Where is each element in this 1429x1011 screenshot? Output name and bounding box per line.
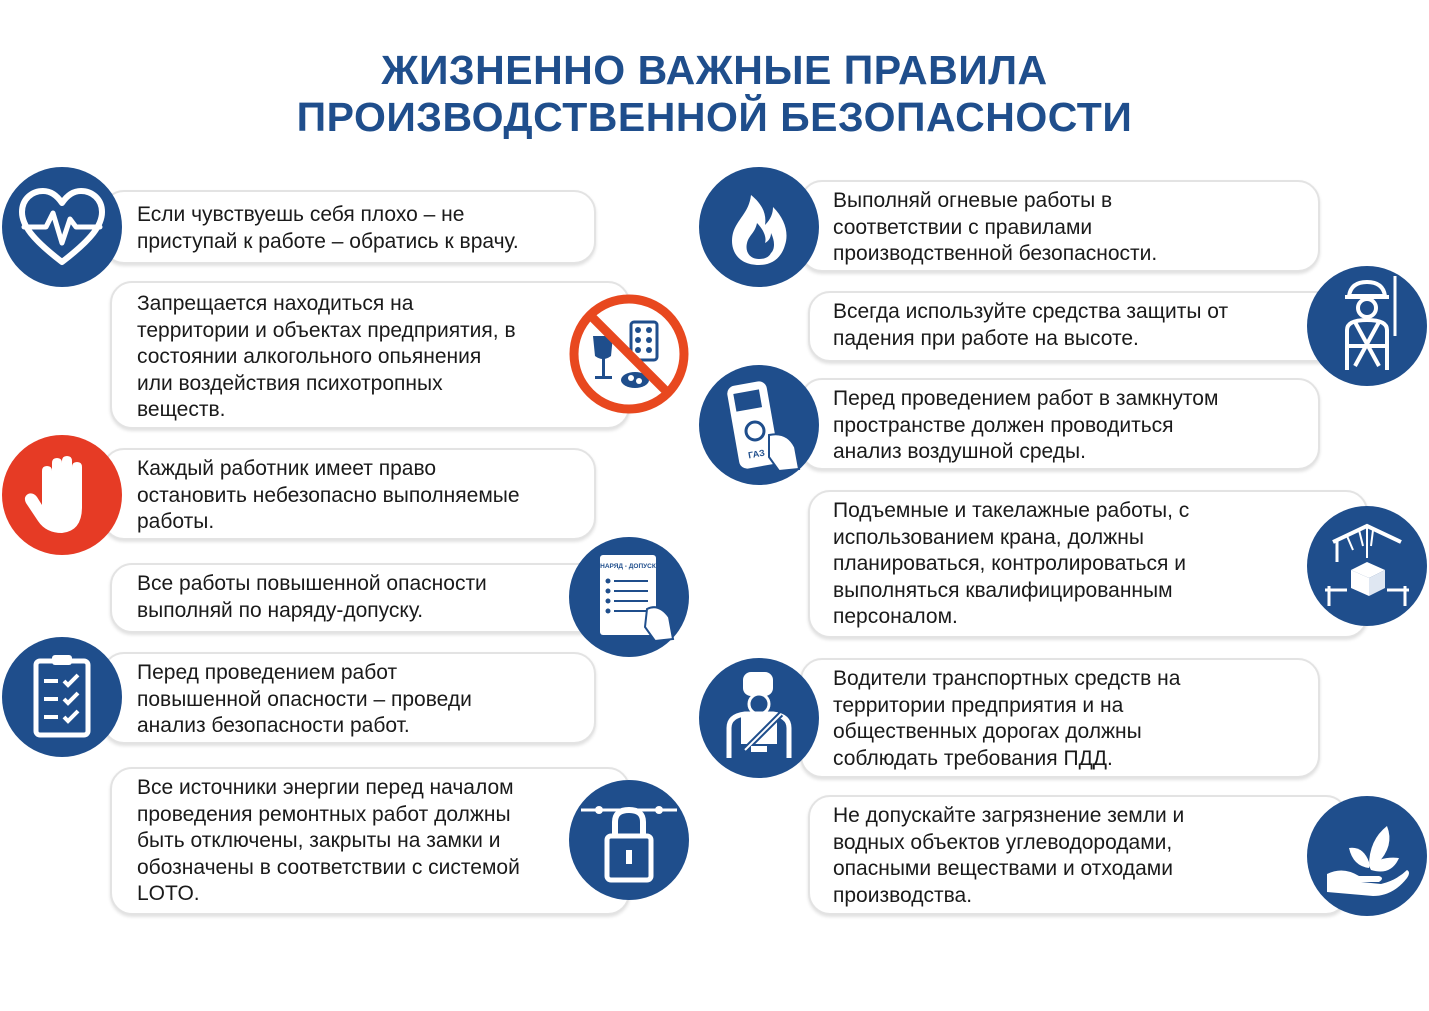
safety-harness-icon xyxy=(1307,266,1427,386)
rule-text: Не допускайте загрязнение земли и водных объектов углеводородами, опасными веществами и отходами производства. xyxy=(833,804,1185,907)
rule-card-health xyxy=(102,190,596,264)
gas-detector-label: ГАЗ xyxy=(747,447,766,461)
heart-pulse-icon xyxy=(2,167,122,287)
page-title xyxy=(0,47,1429,141)
rule-text: Выполняй огневые работы в соответствии с правилами производственной безопасности. xyxy=(833,189,1158,265)
page-title-line-1: ЖИЗНЕННО ВАЖНЫЕ ПРАВИЛА xyxy=(381,47,1048,93)
rule-text: Водители транспортных средств на территории предприятия и на общественных дорогах должны соблюдать требования ПДД. xyxy=(833,667,1181,770)
no-alcohol-drugs-icon xyxy=(569,294,689,414)
fire-icon xyxy=(699,167,819,287)
plant-hand-icon xyxy=(1307,796,1427,916)
rule-text: Все источники энергии перед началом проведения ремонтных работ должны быть отключены, закрыты на замки и обозначены в соответствии с системой LOTO. xyxy=(137,776,520,905)
rule-text: Перед проведением работ в замкнутом пространстве должен проводиться анализ воздушной среды. xyxy=(833,387,1219,463)
checklist-icon xyxy=(2,637,122,757)
page-title-line-2: ПРОИЗВОДСТВЕННОЙ БЕЗОПАСНОСТИ xyxy=(296,94,1133,140)
rule-text: Всегда используйте средства защиты от падения при работе на высоте. xyxy=(833,300,1229,350)
rule-card-hot-work xyxy=(800,180,1320,272)
rule-text: Все работы повышенной опасности выполняй по наряду-допуску. xyxy=(137,572,487,622)
rule-card-stop-work xyxy=(102,448,596,540)
rule-card-crane-lifting xyxy=(808,490,1368,638)
seatbelt-icon xyxy=(699,658,819,778)
rule-text: Подъемные и такелажные работы, с использованием крана, должны планироваться, контролироваться и выполняться квалифицированным персоналом. xyxy=(833,499,1190,628)
rule-card-traffic-rules xyxy=(800,658,1320,778)
rule-text: Запрещается находиться на территории и объектах предприятия, в состоянии алкогольного опьянения или воздействия психотропных веществ. xyxy=(137,292,516,421)
rule-card-loto xyxy=(110,767,630,915)
gas-detector-icon xyxy=(699,365,819,485)
padlock-icon xyxy=(569,780,689,900)
rule-text: Если чувствуешь себя плохо – не приступай к работе – обратись к врачу. xyxy=(137,203,519,253)
rule-card-confined-space xyxy=(800,378,1320,470)
rule-text: Перед проведением работ повышенной опасности – проведи анализ безопасности работ. xyxy=(137,661,472,737)
crane-lifting-icon xyxy=(1307,506,1427,626)
rule-card-work-permit xyxy=(110,563,630,633)
work-permit-label: НАРЯД - ДОПУСК xyxy=(600,563,656,570)
rule-text: Каждый работник имеет право остановить небезопасно выполняемые работы. xyxy=(137,457,520,533)
rule-card-environment xyxy=(808,795,1348,915)
work-permit-icon xyxy=(569,537,689,657)
rule-card-no-alcohol xyxy=(110,281,630,429)
rule-card-job-safety-analysis xyxy=(102,652,596,744)
rule-card-fall-protection xyxy=(808,291,1348,362)
stop-hand-icon xyxy=(2,435,122,555)
